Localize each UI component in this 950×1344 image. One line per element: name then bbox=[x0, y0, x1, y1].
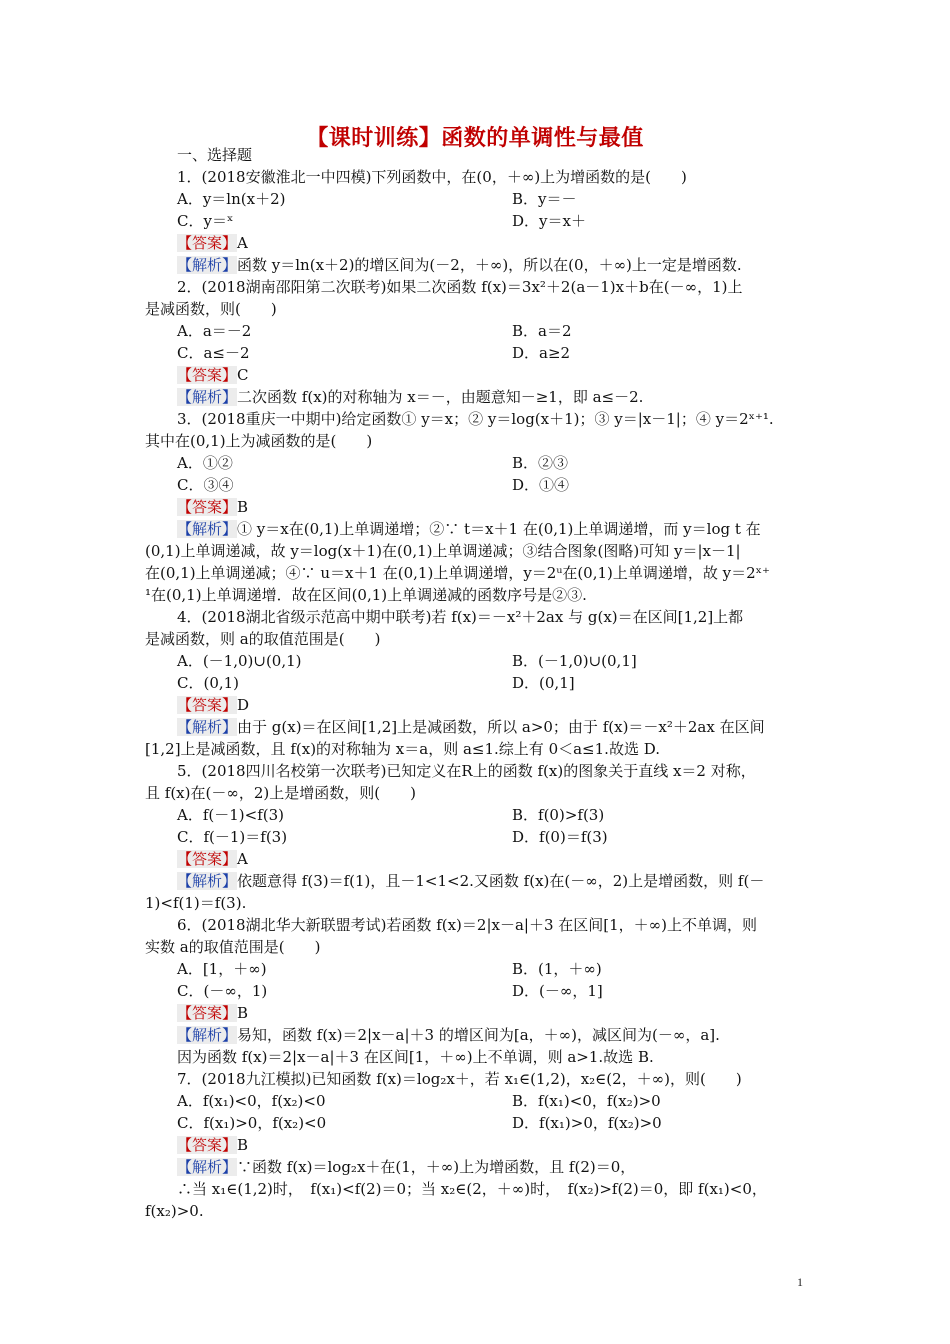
text-line: ¹在(0,1)上单调递增．故在区间(0,1)上单调递减的函数序号是②③. bbox=[145, 586, 587, 604]
text-line: 1)<f(1)＝f(3). bbox=[145, 894, 247, 912]
line-text: B bbox=[237, 498, 249, 516]
line-text: A bbox=[237, 850, 248, 868]
line-text: 依题意得 f(3)＝f(1)，且－1<1<2.又函数 f(x)在(－∞，2)上是增函数，则 f(－ bbox=[237, 872, 765, 890]
line-text: 二次函数 f(x)的对称轴为 x＝－，由题意知－≥1，即 a≤－2. bbox=[237, 388, 644, 406]
line-text: 由于 g(x)＝在区间[1,2]上是减函数，所以 a>0；由于 f(x)＝－x²＋2ax 在区间 bbox=[237, 718, 765, 736]
text-line: C．(0,1) bbox=[177, 674, 240, 692]
text-line: C．y＝ˣ bbox=[177, 212, 234, 230]
answer-label: 【答案】 bbox=[177, 1004, 238, 1022]
text-line: 1．(2018安徽淮北一中四模)下列函数中，在(0，＋∞)上为增函数的是( ) bbox=[177, 168, 687, 186]
text-line: B．②③ bbox=[512, 454, 569, 472]
text-line: D．f(0)＝f(3) bbox=[512, 828, 608, 846]
answer-line bbox=[177, 232, 248, 254]
answer-line bbox=[177, 1134, 248, 1156]
analysis-label: 【解析】 bbox=[177, 872, 238, 890]
text-line: D．①④ bbox=[512, 476, 570, 494]
text-line: B．a＝2 bbox=[512, 322, 572, 340]
text-line: B．(1，＋∞) bbox=[512, 960, 602, 978]
answer-line bbox=[177, 364, 249, 386]
text-line: 5．(2018四川名校第一次联考)已知定义在R上的函数 f(x)的图象关于直线 x＝2 对称， bbox=[177, 762, 756, 780]
text-line: D．a≥2 bbox=[512, 344, 571, 362]
text-line: A．a＝－2 bbox=[177, 322, 252, 340]
text-line: B．f(x₁)<0，f(x₂)>0 bbox=[512, 1092, 661, 1110]
line-text: A bbox=[237, 234, 248, 252]
answer-label: 【答案】 bbox=[177, 498, 238, 516]
analysis-label: 【解析】 bbox=[177, 256, 238, 274]
text-line: A．[1，＋∞) bbox=[177, 960, 267, 978]
text-line: [1,2]上是减函数，且 f(x)的对称轴为 x＝a，则 a≤1.综上有 0＜a≤1.故选 D. bbox=[145, 740, 660, 758]
analysis-line bbox=[177, 254, 742, 276]
answer-line bbox=[177, 1002, 248, 1024]
text-line: f(x₂)>0. bbox=[145, 1202, 204, 1220]
text-line: 因为函数 f(x)＝2|x－a|＋3 在区间[1，＋∞)上不单调，则 a>1.故选 B. bbox=[177, 1048, 654, 1066]
text-line: A．(－1,0)∪(0,1) bbox=[177, 652, 302, 670]
line-text: B bbox=[237, 1136, 249, 1154]
text-line: 一、选择题 bbox=[177, 146, 253, 164]
text-line: B．f(0)>f(3) bbox=[512, 806, 605, 824]
line-text: ∵函数 f(x)＝log₂x＋在(1，＋∞)上为增函数，且 f(2)＝0， bbox=[237, 1158, 636, 1176]
text-line: C．③④ bbox=[177, 476, 234, 494]
analysis-label: 【解析】 bbox=[177, 388, 238, 406]
text-line: C．(－∞，1) bbox=[177, 982, 268, 1000]
text-line: C．f(－1)＝f(3) bbox=[177, 828, 288, 846]
answer-label: 【答案】 bbox=[177, 366, 238, 384]
text-line: A．y＝ln(x＋2) bbox=[177, 190, 286, 208]
answer-label: 【答案】 bbox=[177, 1136, 238, 1154]
analysis-line bbox=[177, 716, 765, 738]
text-line: 7．(2018九江模拟)已知函数 f(x)＝log₂x＋，若 x₁∈(1,2)，x₂∈(2，＋∞)，则( ) bbox=[177, 1070, 742, 1088]
text-line: D．(－∞，1] bbox=[512, 982, 603, 1000]
line-text: C bbox=[237, 366, 249, 384]
text-line: ∴当 x₁∈(1,2)时， f(x₁)<f(2)＝0；当 x₂∈(2，＋∞)时， f(x₂)>f(2)＝0，即 f(x₁)<0， bbox=[177, 1180, 767, 1198]
line-text: 函数 y＝ln(x＋2)的增区间为(－2，＋∞)，所以在(0，＋∞)上一定是增函数. bbox=[237, 256, 742, 274]
answer-label: 【答案】 bbox=[177, 850, 238, 868]
analysis-line bbox=[177, 870, 764, 892]
text-line: 2．(2018湖南邵阳第二次联考)如果二次函数 f(x)＝3x²＋2(a－1)x＋b在(－∞，1)上 bbox=[177, 278, 743, 296]
analysis-label: 【解析】 bbox=[177, 1026, 238, 1044]
text-line: 6．(2018湖北华大新联盟考试)若函数 f(x)＝2|x－a|＋3 在区间[1，＋∞)上不单调，则 bbox=[177, 916, 758, 934]
text-line: 3．(2018重庆一中期中)给定函数① y＝x；② y＝log(x＋1)；③ y＝|x－1|；④ y＝2ˣ⁺¹. bbox=[177, 410, 774, 428]
analysis-label: 【解析】 bbox=[177, 718, 238, 736]
text-line: C．a≤－2 bbox=[177, 344, 250, 362]
text-line: A．f(－1)<f(3) bbox=[177, 806, 284, 824]
answer-label: 【答案】 bbox=[177, 234, 238, 252]
text-line: 其中在(0,1)上为减函数的是( ) bbox=[145, 432, 373, 450]
answer-line bbox=[177, 496, 248, 518]
answer-line bbox=[177, 694, 249, 716]
text-line: A．f(x₁)<0，f(x₂)<0 bbox=[177, 1092, 326, 1110]
text-line: C．f(x₁)>0，f(x₂)<0 bbox=[177, 1114, 327, 1132]
line-text: ① y＝x在(0,1)上单调递增；②∵ t＝x＋1 在(0,1)上单调递增，而 y＝log t 在 bbox=[237, 520, 761, 538]
text-line: A．①② bbox=[177, 454, 233, 472]
page-number: 1 bbox=[797, 1275, 803, 1289]
text-line: 4．(2018湖北省级示范高中期中联考)若 f(x)＝－x²＋2ax 与 g(x)＝在区间[1,2]上都 bbox=[177, 608, 744, 626]
analysis-line bbox=[177, 1156, 635, 1178]
analysis-line bbox=[177, 1024, 720, 1046]
line-text: B bbox=[237, 1004, 249, 1022]
text-line: 实数 a的取值范围是( ) bbox=[145, 938, 321, 956]
answer-line bbox=[177, 848, 248, 870]
text-line: (0,1)上单调递减，故 y＝log(x＋1)在(0,1)上单调递减；③结合图象(图略)可知 y＝|x－1| bbox=[145, 542, 741, 560]
text-line: D．(0,1] bbox=[512, 674, 575, 692]
text-line: 是减函数，则 a的取值范围是( ) bbox=[145, 630, 381, 648]
text-line: 是减函数，则( ) bbox=[145, 300, 277, 318]
line-text: 易知，函数 f(x)＝2|x－a|＋3 的增区间为[a，＋∞)，减区间为(－∞，a]. bbox=[237, 1026, 720, 1044]
analysis-label: 【解析】 bbox=[177, 520, 238, 538]
page-title: 【课时训练】函数的单调性与最值 bbox=[306, 126, 644, 151]
text-line: 且 f(x)在(－∞，2)上是增函数，则( ) bbox=[145, 784, 416, 802]
text-line: B．y＝－ bbox=[512, 190, 577, 208]
answer-label: 【答案】 bbox=[177, 696, 238, 714]
text-line: B．(－1,0)∪(0,1] bbox=[512, 652, 637, 670]
analysis-line bbox=[177, 518, 761, 540]
line-text: D bbox=[237, 696, 250, 714]
text-line: 在(0,1)上单调递减；④∵ u＝x＋1 在(0,1)上单调递增，y＝2ᵘ在(0,1)上单调递增，故 y＝2ˣ⁺ bbox=[145, 564, 770, 582]
analysis-line bbox=[177, 386, 643, 408]
analysis-label: 【解析】 bbox=[177, 1158, 238, 1176]
text-line: D．f(x₁)>0，f(x₂)>0 bbox=[512, 1114, 662, 1132]
text-line: D．y＝x＋ bbox=[512, 212, 586, 230]
